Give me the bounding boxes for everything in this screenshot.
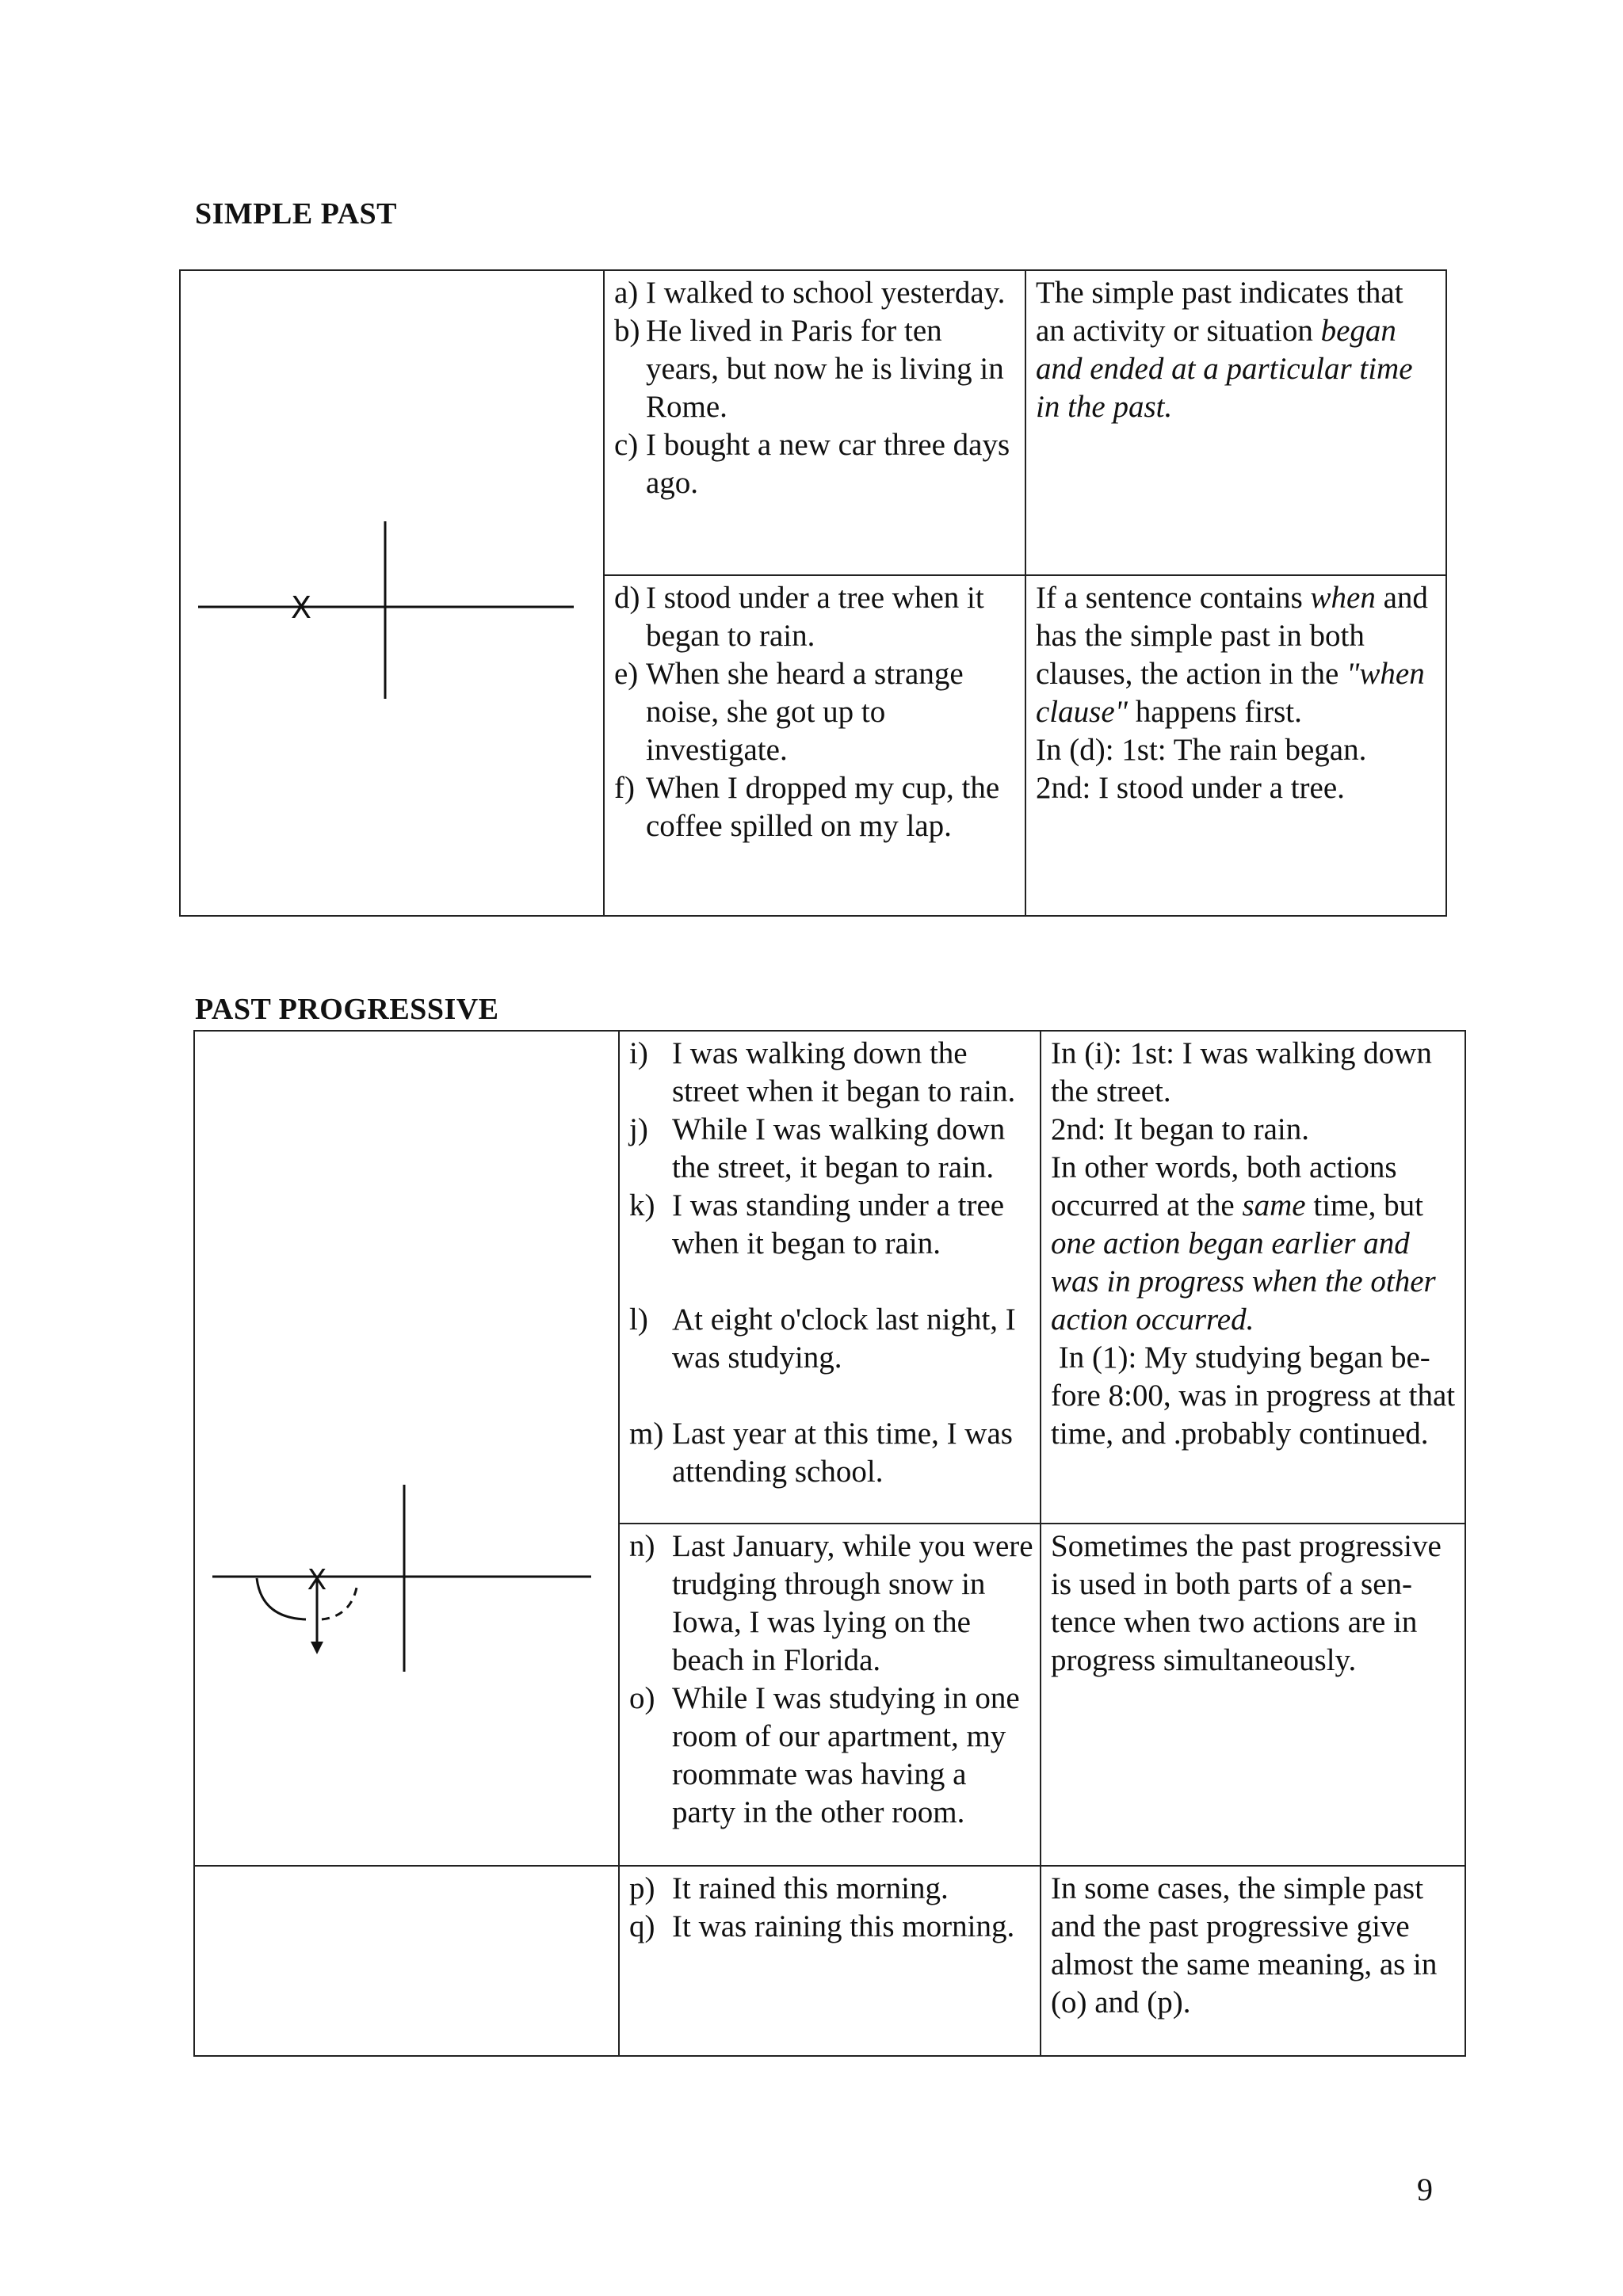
explanation-text: In other words, both actions occurred at the same time, but one action began earlier and was in progress when the other action occurred. [1051, 1150, 1436, 1337]
explanation-line: 2nd: I stood under a tree. [1036, 771, 1345, 805]
example-item: c) I bought a new car three days ago. [614, 428, 1010, 500]
event-mark: X [290, 590, 312, 625]
explanation-line: In (i): 1st: I was walking down the street. [1051, 1036, 1432, 1108]
progress-arc-dashed [322, 1588, 357, 1619]
explanation-cell [1025, 270, 1446, 575]
simple-past-timeline-diagram [181, 271, 605, 917]
explanation-line: In (1): My studying began be-fore 8:00, was in progress at that time, and .probably continued. [1051, 1341, 1463, 1451]
example-item: p) It rained this morning. [629, 1871, 949, 1905]
progress-arrow-head [311, 1642, 323, 1654]
example-item: f) When I dropped my cup, the coffee spilled on my lap. [614, 771, 1000, 843]
example-item: e) When she heard a strange noise, she got up to investigate. [614, 657, 964, 767]
example-item: q) It was raining this morning. [629, 1909, 1015, 1943]
example-item: k) I was standing under a tree when it began to rain. [629, 1188, 1005, 1261]
explanation-cell [1041, 1866, 1465, 2056]
explanation-line: 2nd: It began to rain. [1051, 1112, 1309, 1146]
section-title-simple-past: SIMPLE PAST [195, 197, 398, 231]
explanation-text: If a sentence contains when and has the simple past in both clauses, the action in the "when clause" happens first. [1036, 581, 1428, 729]
past-progressive-table [193, 1030, 1466, 2057]
event-mark: X [307, 1564, 327, 1596]
example-item: d) I stood under a tree when it began to rain. [614, 581, 984, 653]
page-number: 9 [1417, 2172, 1433, 2207]
examples-cell [604, 575, 1025, 916]
simple-past-table [179, 269, 1447, 917]
explanation-text: Sometimes the past progressive is used in both parts of a sen-tence when two actions are in progress simultaneously. [1051, 1529, 1442, 1677]
explanation-line: In (d): 1st: The rain began. [1036, 733, 1367, 767]
examples-list [614, 274, 1018, 502]
past-progressive-timeline-diagram [195, 1032, 620, 1867]
example-item: m) Last year at this time, I was attending school. [629, 1417, 1013, 1489]
example-item: j) While I was walking down the street, it began to rain. [629, 1112, 1006, 1184]
explanation-text: In some cases, the simple past and the past progressive give almost the same meaning, as in (o) and (p). [1051, 1871, 1438, 2019]
progress-arc-solid [257, 1578, 306, 1619]
empty-cell [194, 1866, 619, 2056]
example-item: b) He lived in Paris for ten years, but now he is living in Rome. [614, 314, 1004, 424]
table-row [194, 1866, 1465, 2056]
examples-cell [619, 1031, 1041, 1524]
example-item: n) Last January, while you were trudging through snow in Iowa, I was lying on the beach in Florida. [629, 1529, 1033, 1677]
explanation-cell [1041, 1524, 1465, 1866]
table-row [194, 1031, 1465, 1524]
timeline-diagram-cell [194, 1031, 619, 1866]
example-item: l) At eight o'clock last night, I was studying. [629, 1302, 1016, 1375]
examples-cell [604, 270, 1025, 575]
explanation-cell [1025, 575, 1446, 916]
table-row [180, 270, 1446, 575]
example-item: a) I walked to school yesterday. [614, 276, 1006, 310]
examples-cell [619, 1524, 1041, 1866]
example-item: o) While I was studying in one room of our apartment, my roommate was having a party in the other room. [629, 1681, 1020, 1829]
timeline-diagram-cell [180, 270, 604, 916]
examples-cell [619, 1866, 1041, 2056]
example-item: i) I was walking down the street when it began to rain. [629, 1036, 1016, 1108]
explanation-cell [1041, 1031, 1465, 1524]
explanation-text: The simple past indicates that an activity or situation began and ended at a particular time in the past. [1036, 276, 1413, 424]
section-title-past-progressive: PAST PROGRESSIVE [195, 993, 499, 1026]
